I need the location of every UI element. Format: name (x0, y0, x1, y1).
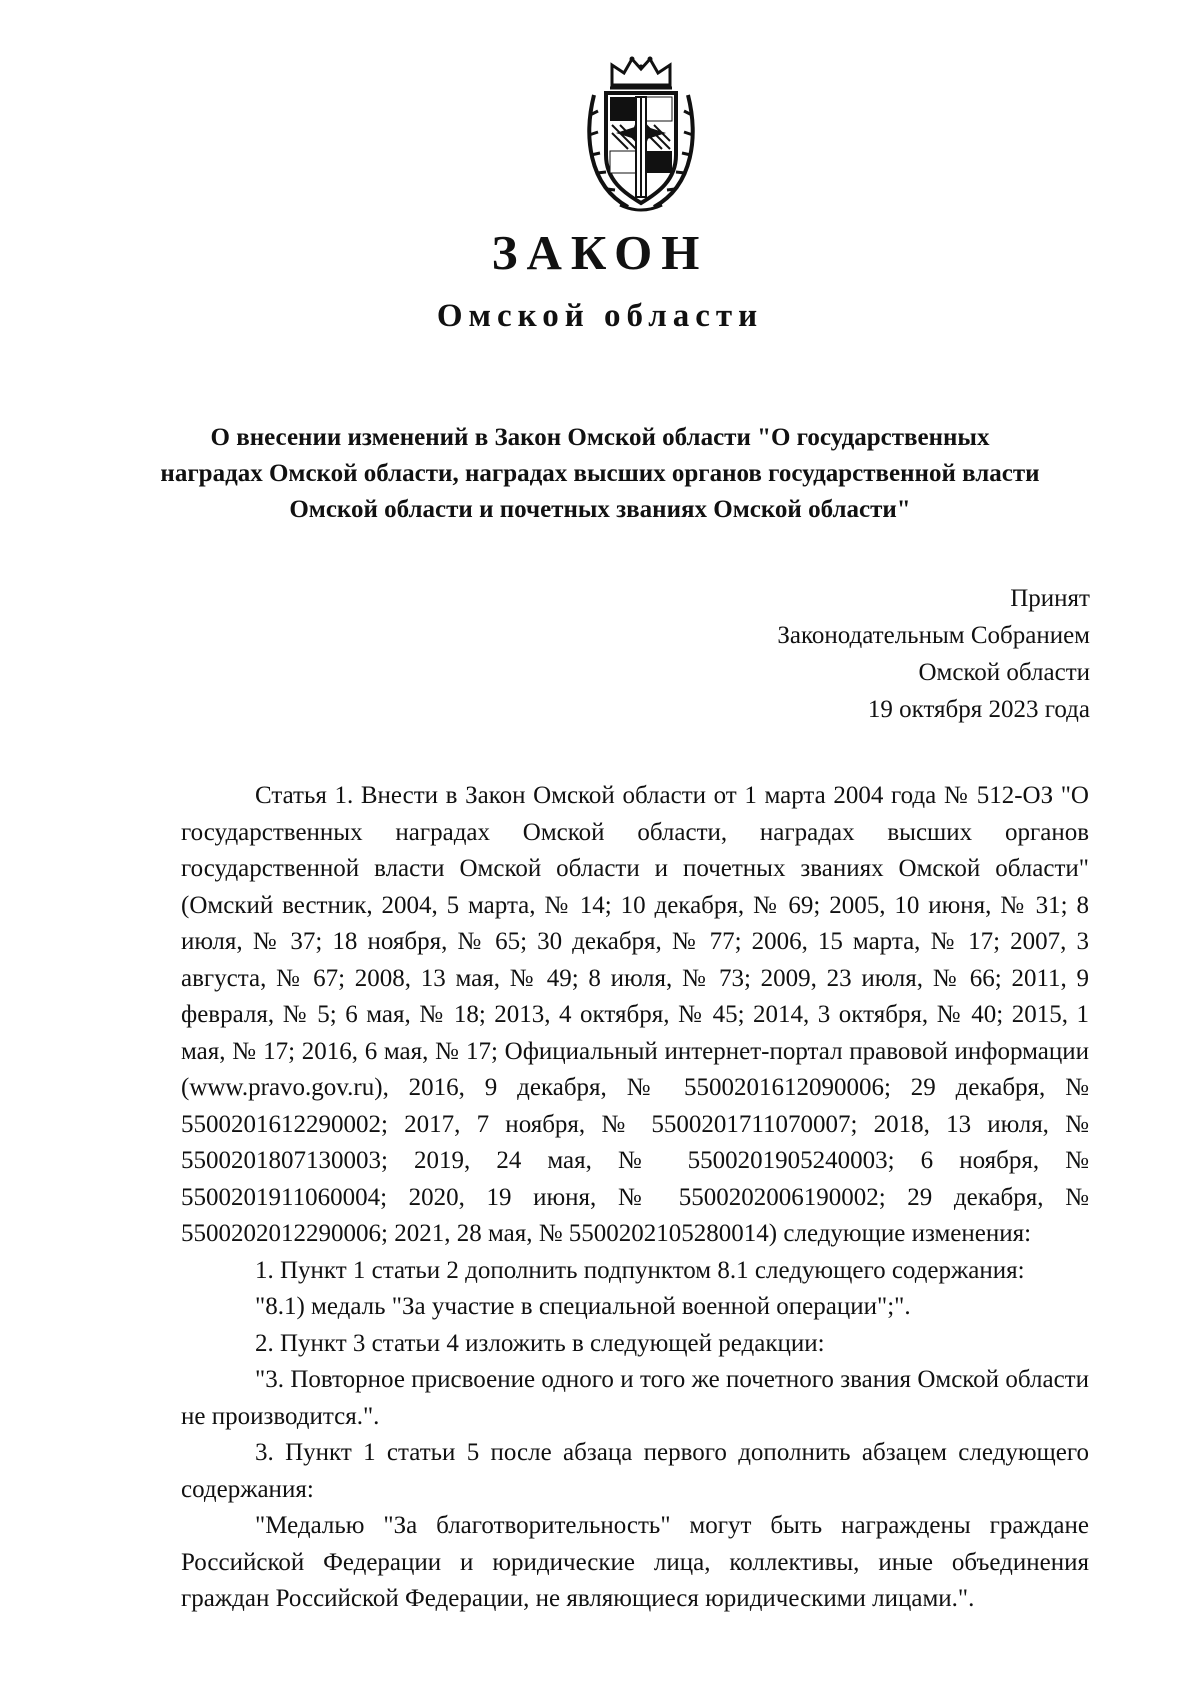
coat-of-arms-emblem (580, 55, 702, 215)
article-1-paragraph: Статья 1. Внести в Закон Омской области от 1 марта 2004 года № 512-ОЗ "О государственных наградах Омской области, наградах высших органов государственной власти Омской области и почетных званиях Омской области" (Омский вестник, 2004, 5 марта, № 14; 10 декабря, № 69; 2005, 10 июня, № 31; 8 июля, № 37; 18 ноября, № 65; 30 декабря, № 77; 2006, 15 марта, № 17; 2007, 3 августа, № 67; 2008, 13 мая, № 49; 8 июля, № 73; 2009, 23 июля, № 66; 2011, 9 февраля, № 5; 6 мая, № 18; 2013, 4 октября, № 45; 2014, 3 октября, № 40; 2015, 1 мая, № 17; 2016, 6 мая, № 17; Официальный интернет-портал правовой информации (www.pravo.gov.ru), 2016, 9 декабря, № 5500201612090006; 29 декабря, № 5500201612290002; 2017, 7 ноября, № 5500201711070007; 2018, 13 июля, № 5500201807130003; 2019, 24 мая, № 5500201905240003; 6 ноября, № 5500201911060004; 2020, 19 июня, № 5500202006190002; 29 декабря, № 5500202012290006; 2021, 28 мая, № 5500202105280014) следующие изменения: (181, 782, 1089, 1247)
adoption-line: Принят (1010, 585, 1090, 612)
law-title: О внесении изменений в Закон Омской области "О государственных наградах Омской области, наградах высших органов государственной власти Омской области и почетных званиях Омской области" (160, 424, 1040, 523)
adoption-block (777, 580, 1090, 728)
amendment-item-3: 3. Пункт 1 статьи 5 после абзаца первого дополнить абзацем следующего содержания: (181, 1439, 1089, 1503)
law-body (181, 778, 1089, 1618)
amendment-quote-1: "8.1) медаль "За участие в специальной военной операции";". (255, 1293, 911, 1320)
document-type-heading: ЗАКОН (491, 225, 709, 280)
amendment-item-2: 2. Пункт 3 статьи 4 изложить в следующей редакции: (255, 1329, 825, 1357)
adoption-line: Омской области (918, 659, 1090, 686)
amendment-item-1: 1. Пункт 1 статьи 2 дополнить подпунктом 8.1 следующего содержания: (255, 1256, 1025, 1284)
adoption-date: 19 октября 2023 года (867, 696, 1090, 723)
document-region-heading: Омской области (436, 298, 764, 334)
amendment-quote-3: "Медалью "За благотворительность" могут быть награждены граждане Российской Федерации и юридические лица, коллективы, иные объединения граждан Российской Федерации, не являющиеся юридическими лицами.". (181, 1512, 1089, 1612)
adoption-line: Законодательным Собранием (777, 622, 1090, 649)
amendment-quote-2: "3. Повторное присвоение одного и того же почетного звания Омской области не производится.". (181, 1366, 1089, 1430)
